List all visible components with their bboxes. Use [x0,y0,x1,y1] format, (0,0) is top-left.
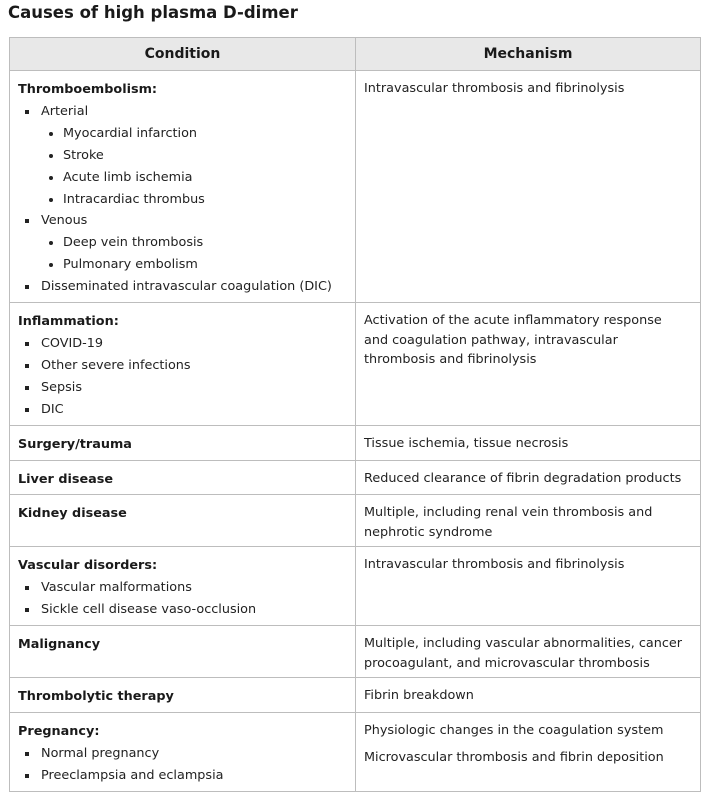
table-row [10,495,701,547]
condition-heading: Thrombolytic therapy [18,689,174,705]
condition-heading: Surgery/trauma [18,436,132,452]
condition-cell [10,495,356,547]
condition-list [18,743,347,787]
mechanism-text: nephrotic syndrome [364,524,493,540]
table-row [10,71,701,303]
table-header-row [10,38,701,71]
header-mechanism: Mechanism [356,38,701,71]
condition-heading: Pregnancy: [18,724,100,740]
mechanism-text: Fibrin breakdown [364,688,474,704]
list-item: Intracardiac thrombus [18,189,347,211]
condition-cell [10,460,356,495]
table-row [10,425,701,460]
list-item: Sepsis [18,377,347,399]
condition-heading: Vascular disorders: [18,558,158,574]
mechanism-text: Multiple, including vascular abnormalities, cancer [364,636,683,652]
table-row [10,547,701,626]
condition-list [18,577,347,621]
mechanism-cell [356,626,701,678]
list-item: Sickle cell disease vaso-occlusion [18,599,347,621]
page-title: Causes of high plasma D-dimer [8,3,298,22]
mechanism-text: Tissue ischemia, tissue necrosis [364,435,569,451]
mechanism-cell [356,495,701,547]
list-item: Deep vein thrombosis [18,232,347,254]
condition-cell [10,713,356,792]
list-item: Myocardial infarction [18,123,347,145]
mechanism-cell [356,547,701,626]
list-item: Pulmonary embolism [18,254,347,276]
condition-cell [10,71,356,303]
mechanism-cell [356,71,701,303]
list-item: Acute limb ischemia [18,167,347,189]
table-row [10,678,701,713]
mechanism-text: and coagulation pathway, intravascular [364,332,618,348]
mechanism-text: Physiologic changes in the coagulation system [364,723,664,739]
list-item: Arterial [18,101,347,123]
condition-heading: Malignancy [18,637,101,653]
condition-heading: Liver disease [18,471,114,487]
mechanism-text: Multiple, including renal vein thrombosis and [364,505,653,521]
condition-cell [10,303,356,426]
list-item: Venous [18,210,347,232]
mechanism-cell [356,425,701,460]
table-row [10,460,701,495]
mechanism-text: Intravascular thrombosis and fibrinolysis [364,557,625,573]
header-condition: Condition [10,38,356,71]
list-item: COVID-19 [18,333,347,355]
mechanism-text: thrombosis and fibrinolysis [364,352,537,368]
mechanism-text: Intravascular thrombosis and fibrinolysis [364,81,625,96]
mechanism-cell [356,713,701,792]
mechanism-cell [356,460,701,495]
table-row [10,713,701,792]
list-item: Disseminated intravascular coagulation (DIC) [18,276,347,298]
list-item: Stroke [18,145,347,167]
mechanism-cell [356,678,701,713]
list-item: Preeclampsia and eclampsia [18,765,347,787]
condition-cell [10,626,356,678]
list-item: Other severe infections [18,355,347,377]
table-row [10,626,701,678]
mechanism-text: Microvascular thrombosis and fibrin deposition [364,749,664,765]
list-item: Vascular malformations [18,577,347,599]
mechanism-text: procoagulant, and microvascular thrombosis [364,655,650,671]
list-item: Normal pregnancy [18,743,347,765]
condition-cell [10,678,356,713]
condition-heading: Kidney disease [18,506,127,522]
d-dimer-table [9,37,701,792]
condition-list [18,101,347,298]
mechanism-text: Reduced clearance of fibrin degradation products [364,470,682,486]
condition-cell [10,547,356,626]
mechanism-cell [356,303,701,426]
condition-cell [10,425,356,460]
condition-heading: Thromboembolism: [18,82,158,97]
table-row [10,303,701,426]
condition-heading: Inflammation: [18,314,119,330]
condition-list [18,333,347,421]
list-item: DIC [18,399,347,421]
mechanism-text: Activation of the acute inflammatory response [364,313,662,329]
